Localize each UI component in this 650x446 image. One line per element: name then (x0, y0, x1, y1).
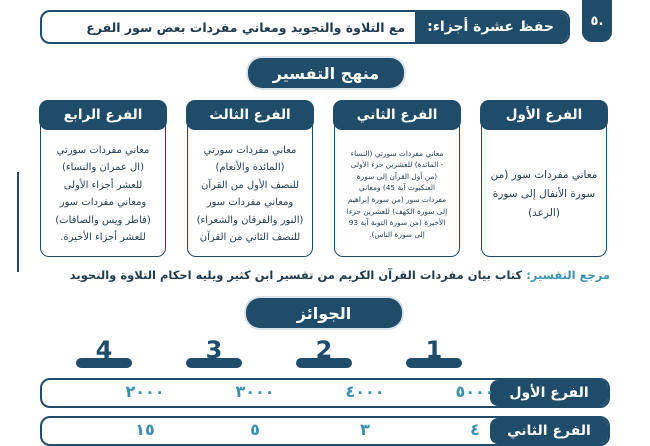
prize-row-1-amount-4: ٢٠٠٠ (125, 382, 165, 401)
tafsir-section-title: منهج التفسير (248, 58, 404, 88)
rank-1: 1 (406, 340, 462, 370)
branch-card-2 (334, 101, 460, 257)
prize-row-1-amount-3: ٣٠٠٠ (235, 382, 275, 401)
rank-3: 3 (186, 340, 242, 370)
memorize-label: حفظ عشرة أجزاء: (415, 12, 568, 42)
branch-card-1-body: معاني مفردات سور (من سورة الأنفال إلى سورة (الرعد) (490, 168, 598, 219)
prize-row-2-amount-4: ١٥ (135, 420, 155, 439)
branch-card-2-body: معاني مفردات سورتي (النساء - المائدة) للعشرين جزء الأولى (من أول القرآن إلى سورة العنكبوت آية 45) ومعاني مفردات سور (من سورة إبراهيم إلى سورة الكهف) للعشرين جزءا الأخيرة (من سورة التوبة آية 93 إلى سورة الناس). (346, 148, 448, 239)
branch-card-4 (40, 101, 166, 257)
rank-4: 4 (76, 340, 132, 370)
tafsir-reference (30, 268, 610, 282)
branch-card-3 (187, 101, 313, 257)
prizes-section-title: الجوائز (246, 298, 402, 328)
branch-card-3-body: معاني مفردات سورتي (المائدة والأنعام) للنصف الأول من القرآن ومعاني مفردات سور (النور والفرقان والشعراء) للنصف الثاني من القرآن (196, 144, 304, 243)
prize-row-branch-1 (40, 378, 610, 408)
prize-row-branch-2 (40, 416, 610, 446)
branch-card-2-title: الفرع الثاني (333, 100, 461, 130)
branch-card-4-body: معاني مفردات سورتي (ال عمران والنساء) للعشر أجزاء الأولى ومعاني مفردات سور (فاطر ويس والصافات) للعشر أجزاء الأخيرة. (55, 144, 151, 243)
branch-card-1-title: الفرع الأول (480, 100, 608, 130)
prize-row-1-amount-1: ٥٠٠٠ (455, 382, 495, 401)
prize-row-1-label: الفرع الأول (490, 380, 608, 406)
tafsir-reference-label: مرجع التفسير: (526, 268, 610, 282)
prize-row-2-amount-2: ٣ (360, 420, 370, 439)
prize-row-2-amount-3: ٥ (250, 420, 260, 439)
memorize-ten-parts-line (40, 10, 570, 44)
top-badge: ٥. (582, 0, 612, 42)
prize-row-1-amount-2: ٤٠٠٠ (345, 382, 385, 401)
prize-row-2-label: الفرع الثاني (490, 418, 608, 444)
memorize-text: مع التلاوة والتجويد ومعاني مفردات بعض سور الفرع (86, 19, 406, 35)
decorative-bar (17, 172, 19, 272)
tafsir-reference-text: كتاب بيان مفردات القرآن الكريم من تفسير ابن كثير ويليه احكام التلاوة والتحويد (69, 268, 527, 282)
branch-card-3-title: الفرع الثالث (186, 100, 314, 130)
prize-row-2-amount-1: ٤ (470, 420, 480, 439)
rank-2: 2 (296, 340, 352, 370)
branch-card-4-title: الفرع الرابع (39, 100, 167, 130)
branch-card-1 (481, 101, 607, 257)
